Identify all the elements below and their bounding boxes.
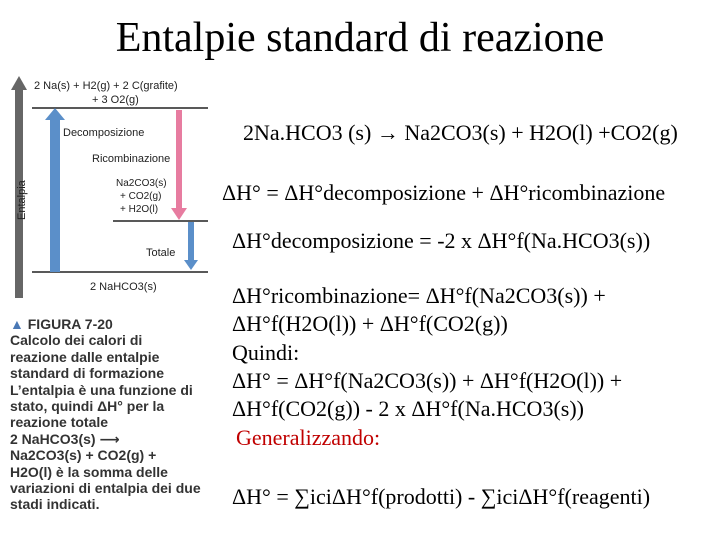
- middle-label-1: Na2CO3(s): [116, 178, 167, 189]
- caption-line-9: H2O(l) è la somma delle: [10, 463, 168, 480]
- caption-line-7: 2 NaHCO3(s) ⟶: [10, 430, 120, 447]
- bottom-label: 2 NaHCO3(s): [90, 281, 157, 293]
- caption-line-2: reazione dalle entalpie: [10, 348, 160, 365]
- dh-sum-equation: ΔH° = ΔH°decomposizione + ΔH°ricombinazione: [222, 180, 666, 205]
- recombination-arrow: [176, 110, 182, 210]
- dh-total-line-2: ΔH°f(CO2(g)) - 2 x ΔH°f(Na.HCO3(s)): [232, 396, 584, 421]
- general-equation: ΔH° = ∑iciΔH°f(prodotti) - ∑iciΔH°f(reagenti): [232, 484, 651, 509]
- caption-line-11: stadi indicati.: [10, 496, 100, 513]
- top-label-1: 2 Na(s) + H2(g) + 2 C(grafite): [34, 80, 178, 92]
- totale-label: Totale: [146, 247, 176, 259]
- quindi-label: Quindi:: [232, 340, 300, 365]
- slide-title: Entalpie standard di reazione: [115, 15, 605, 61]
- caption-line-5: stato, quindi ΔH° per la: [10, 398, 165, 415]
- reaction-equation: 2Na.HCO3 (s) → Na2CO3(s) + H2O(l) +CO2(g): [243, 120, 678, 145]
- triangle-icon: ▲: [10, 316, 24, 332]
- figure-number-text: FIGURA 7-20: [27, 316, 113, 332]
- top-label-2: + 3 O2(g): [92, 94, 139, 106]
- decomposition-arrowhead: [45, 108, 65, 120]
- enthalpy-axis-arrowhead: [11, 76, 27, 90]
- total-arrowhead: [184, 260, 198, 270]
- dh-ricombination-line-2: ΔH°f(H2O(l)) + ΔH°f(CO2(g)): [232, 311, 508, 336]
- caption-line-10: variazioni di entalpia dei due: [10, 480, 201, 497]
- dh-decomposition-equation: ΔH°decomposizione = -2 x ΔH°f(Na.HCO3(s)): [232, 228, 651, 253]
- generalizzando-label: Generalizzando:: [236, 425, 381, 450]
- caption-line-8: Na2CO3(s) + CO2(g) +: [10, 447, 157, 464]
- enthalpy-diagram: [8, 70, 220, 320]
- figure-caption: [10, 316, 220, 513]
- recombination-arrowhead: [171, 208, 187, 220]
- caption-line-1: Calcolo dei calori di: [10, 332, 143, 349]
- decomposition-arrow: [50, 118, 60, 272]
- decomposizione-label: Decomposizione: [63, 127, 145, 139]
- ricombinazione-label: Ricombinazione: [92, 153, 171, 165]
- middle-label-2: + CO2(g): [120, 191, 162, 202]
- dh-ricombination-line-1: ΔH°ricombinazione= ΔH°f(Na2CO3(s)) +: [232, 283, 606, 308]
- caption-line-3: standard di formazione: [10, 365, 165, 382]
- caption-line-4: L’entalpia è una funzione di: [10, 381, 193, 398]
- total-arrow: [188, 222, 194, 262]
- dh-total-line-1: ΔH° = ΔH°f(Na2CO3(s)) + ΔH°f(H2O(l)) +: [232, 368, 623, 393]
- caption-line-6: reazione totale: [10, 414, 109, 431]
- figure-number: [10, 316, 220, 332]
- middle-label-3: + H2O(l): [120, 204, 159, 215]
- axis-label: Entalpia: [16, 180, 28, 220]
